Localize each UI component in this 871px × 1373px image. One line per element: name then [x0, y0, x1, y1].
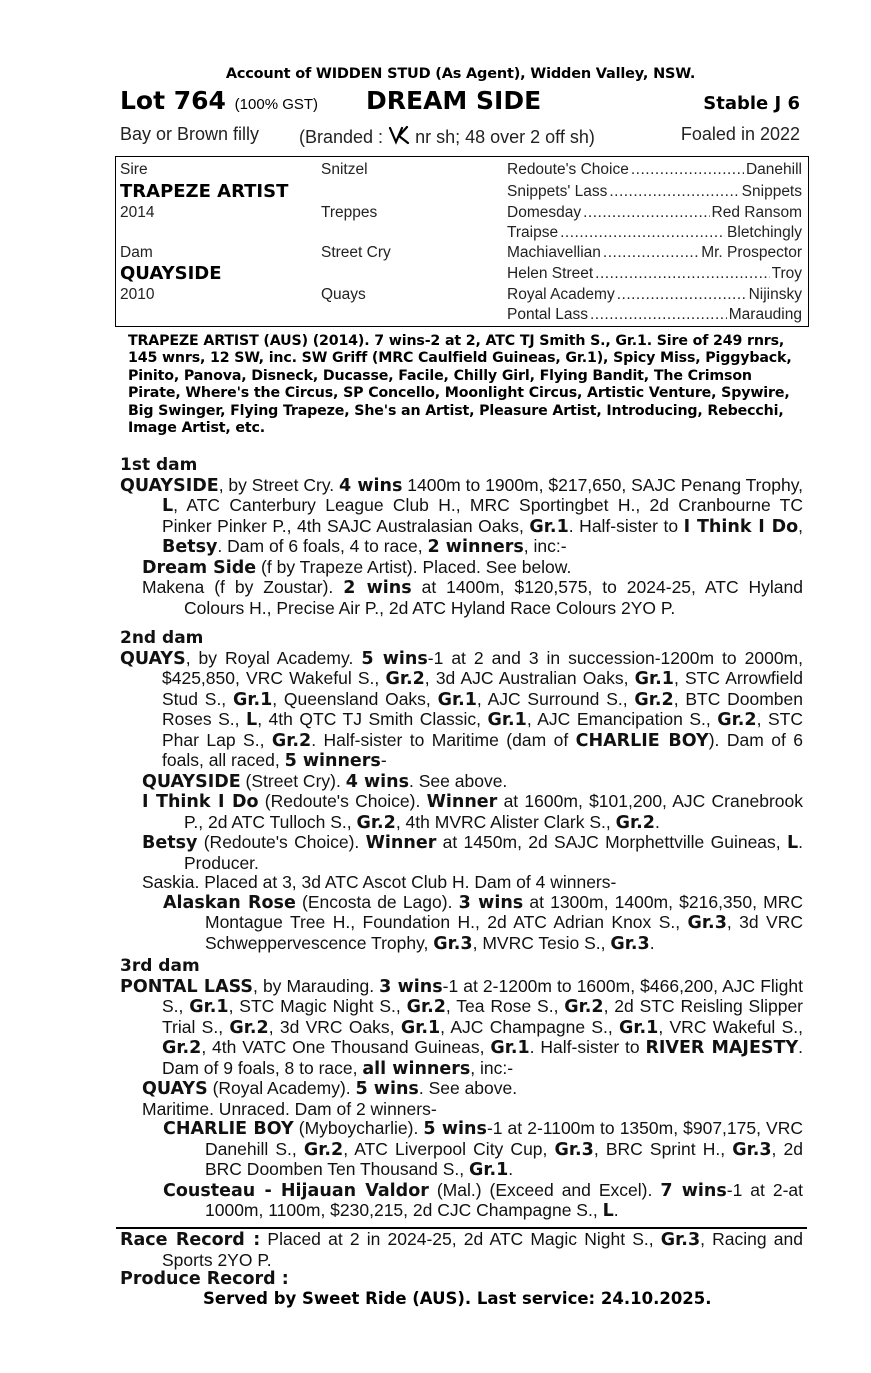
dam-dam: Quays: [321, 286, 366, 303]
ancestor-row: Redoute's Choice ..... Danehill: [507, 161, 802, 179]
dam-label: Dam: [120, 244, 153, 261]
foal-entry: Makena (f by Zoustar). 2 wins at 1400m, $120,575, to 2024-25, ATC Hyland Colours H., Precise Air P., 2d ATC Hyland Race Colours 2YO P.: [142, 577, 803, 618]
section-heading: 1st dam: [120, 455, 198, 475]
service-note: Served by Sweet Ride (AUS). Last service: 24.10.2025.: [203, 1289, 712, 1308]
sire-year: 2014: [120, 204, 155, 221]
ancestor-row: Pontal Lass ..... Marauding: [507, 306, 802, 324]
dam-paragraph: QUAYS, by Royal Academy. 5 wins-1 at 2 and 3 in succession-1200m to 2000m, $425,850, VRC Wakeful S., Gr.2, 3d AJC Australian Oaks, Gr.1, STC Arrowfield Stud S., Gr.1, Queensland Oaks, Gr.1, AJC Surround S., Gr.2, BTC Doomben Roses S., L, 4th QTC TJ Smith Classic, Gr.1, AJC Emancipation S., Gr.2, STC Phar Lap S., Gr.2. Half-sister to Maritime (dam of CHARLIE BOY). Dam of 6 foals, all raced, 5 winners-: [120, 647, 804, 771]
foal-entry: I Think I Do (Redoute's Choice). Winner at 1600m, $101,200, AJC Cranebrook P., 2d ATC Tulloch S., Gr.2, 4th MVRC Alister Clark S., Gr.2.: [142, 791, 803, 833]
produce-record-label: Produce Record :: [120, 1269, 289, 1289]
section-heading: 3rd dam: [120, 956, 200, 976]
horse-description: Bay or Brown filly: [120, 124, 260, 144]
grandfoal-entry: Cousteau - Hijauan Valdor (Mal.) (Exceed and Excel). 7 wins-1 at 2-at 1000m, 1100m, $230,215, 2d CJC Champagne S., L.: [163, 1179, 804, 1221]
dam-sire: Street Cry: [321, 244, 391, 261]
gst-note: (100% GST): [234, 96, 319, 113]
sire-label: Sire: [120, 161, 148, 178]
grandfoal-entry: Alaskan Rose (Encosta de Lago). 3 wins at 1300m, 1400m, $216,350, MRC Montague Tree H., Foundation H., 2d ATC Adrian Knox S., Gr.3, 3d VRC Schweppervescence Trophy, Gr.3, MVRC Tesio S., Gr.3.: [163, 891, 804, 954]
sire-summary: TRAPEZE ARTIST (AUS) (2014). 7 wins-2 at 2, ATC TJ Smith S., Gr.1. Sire of 249 rnrs, 145 wnrs, 12 SW, inc. SW Griff (MRC Caulfield Guineas, Gr.1), Spicy Miss, Piggyback, Pinito, Panova, Disneck, Ducasse, Facile, Chilly Girl, Flying Bandit, The Crimson Pirate, Where's the Circus, SP Concello, Moonlight Circus, Artistic Venture, Spywire, Big Swinger, Flying Trapeze, She's an Artist, Pleasure Artist, Introducing, Rebecchi, Image Artist, etc.: [128, 333, 792, 437]
records-section: [120, 1230, 803, 1290]
vendor-account: Account of WIDDEN STUD (As Agent), Widden Valley, NSW.: [225, 66, 696, 82]
foal-entry: Betsy (Redoute's Choice). Winner at 1450m, 2d SAJC Morphettville Guineas, L. Producer.: [142, 832, 803, 873]
third-dam-section: [120, 957, 803, 1222]
ancestor-row: Helen Street ..... Troy: [507, 265, 802, 283]
sire-dam: Treppes: [321, 204, 378, 221]
grandfoal-entry: CHARLIE BOY (Myboycharlie). 5 wins-1 at 2-1100m to 1350m, $907,175, VRC Danehill S., Gr.2, ATC Liverpool City Cup, Gr.3, BRC Sprint H., Gr.3, 2d BRC Doomben Ten Thousand S., Gr.1.: [163, 1118, 803, 1180]
pedigree-table: [115, 156, 809, 327]
foal-entry: QUAYSIDE (Street Cry). 4 wins. See above.: [142, 770, 508, 792]
foaled-year: Foaled in 2022: [680, 124, 800, 144]
foal-entry: QUAYS (Royal Academy). 5 wins. See above.: [142, 1078, 518, 1099]
dam-name: QUAYSIDE: [120, 263, 222, 284]
brand-prefix: (Branded :: [299, 127, 384, 147]
first-dam-section: [120, 456, 803, 618]
race-record: Race Record : Placed at 2 in 2024-25, 2d ATC Magic Night S., Gr.3, Racing and Sports 2YO P.: [120, 1229, 804, 1270]
brand-info: [299, 124, 595, 148]
second-dam-section: [120, 629, 803, 954]
ancestor-row: Machiavellian ..... Mr. Prospector: [507, 244, 802, 262]
foal-entry: Dream Side (f by Trapeze Artist). Placed. See below.: [142, 556, 572, 578]
sire-sire: Snitzel: [321, 161, 368, 178]
stable-location: Stable J 6: [703, 93, 800, 114]
foal-entry: Saskia. Placed at 3, 3d ATC Ascot Club H. Dam of 4 winners-: [142, 872, 617, 892]
sire-name: TRAPEZE ARTIST: [120, 181, 289, 202]
lot-label: Lot 764: [120, 86, 226, 115]
brand-suffix: nr sh; 48 over 2 off sh): [415, 127, 595, 147]
horse-name: DREAM SIDE: [366, 86, 542, 115]
ancestor-row: Royal Academy ..... Nijinsky: [507, 286, 802, 304]
dam-year: 2010: [120, 286, 155, 303]
dam-paragraph: QUAYSIDE, by Street Cry. 4 wins 1400m to 1900m, $217,650, SAJC Penang Trophy, L, ATC Canterbury League Club H., MRC Sportingbet H., 2d Cranbourne TC Pinker Pinker P., 4th SAJC Australasian Oaks, Gr.1. Half-sister to I Think I Do, Betsy. Dam of 6 foals, 4 to race, 2 winners, inc:-: [120, 474, 804, 557]
ancestor-row: Traipse ..... Bletchingly: [507, 224, 802, 242]
race-record-label: Race Record :: [120, 1230, 261, 1250]
dam-paragraph: PONTAL LASS, by Marauding. 3 wins-1 at 2-1200m to 1600m, $466,200, AJC Flight S., Gr.1, STC Magic Night S., Gr.2, Tea Rose S., Gr.2, 2d STC Reisling Slipper Trial S., Gr.2, 3d VRC Oaks, Gr.1, AJC Champagne S., Gr.1, VRC Wakeful S., Gr.2, 4th VATC One Thousand Guineas, Gr.1. Half-sister to RIVER MAJESTY. Dam of 9 foals, 8 to race, all winners, inc:-: [120, 975, 804, 1079]
brand-mark-icon: [388, 124, 410, 146]
foal-entry: Maritime. Unraced. Dam of 2 winners-: [142, 1098, 437, 1119]
ancestor-row: Domesday ..... Red Ransom: [507, 204, 802, 222]
ancestor-row: Snippets' Lass ..... Snippets: [507, 183, 802, 201]
section-heading: 2nd dam: [120, 628, 204, 648]
lot-number: [120, 86, 318, 115]
